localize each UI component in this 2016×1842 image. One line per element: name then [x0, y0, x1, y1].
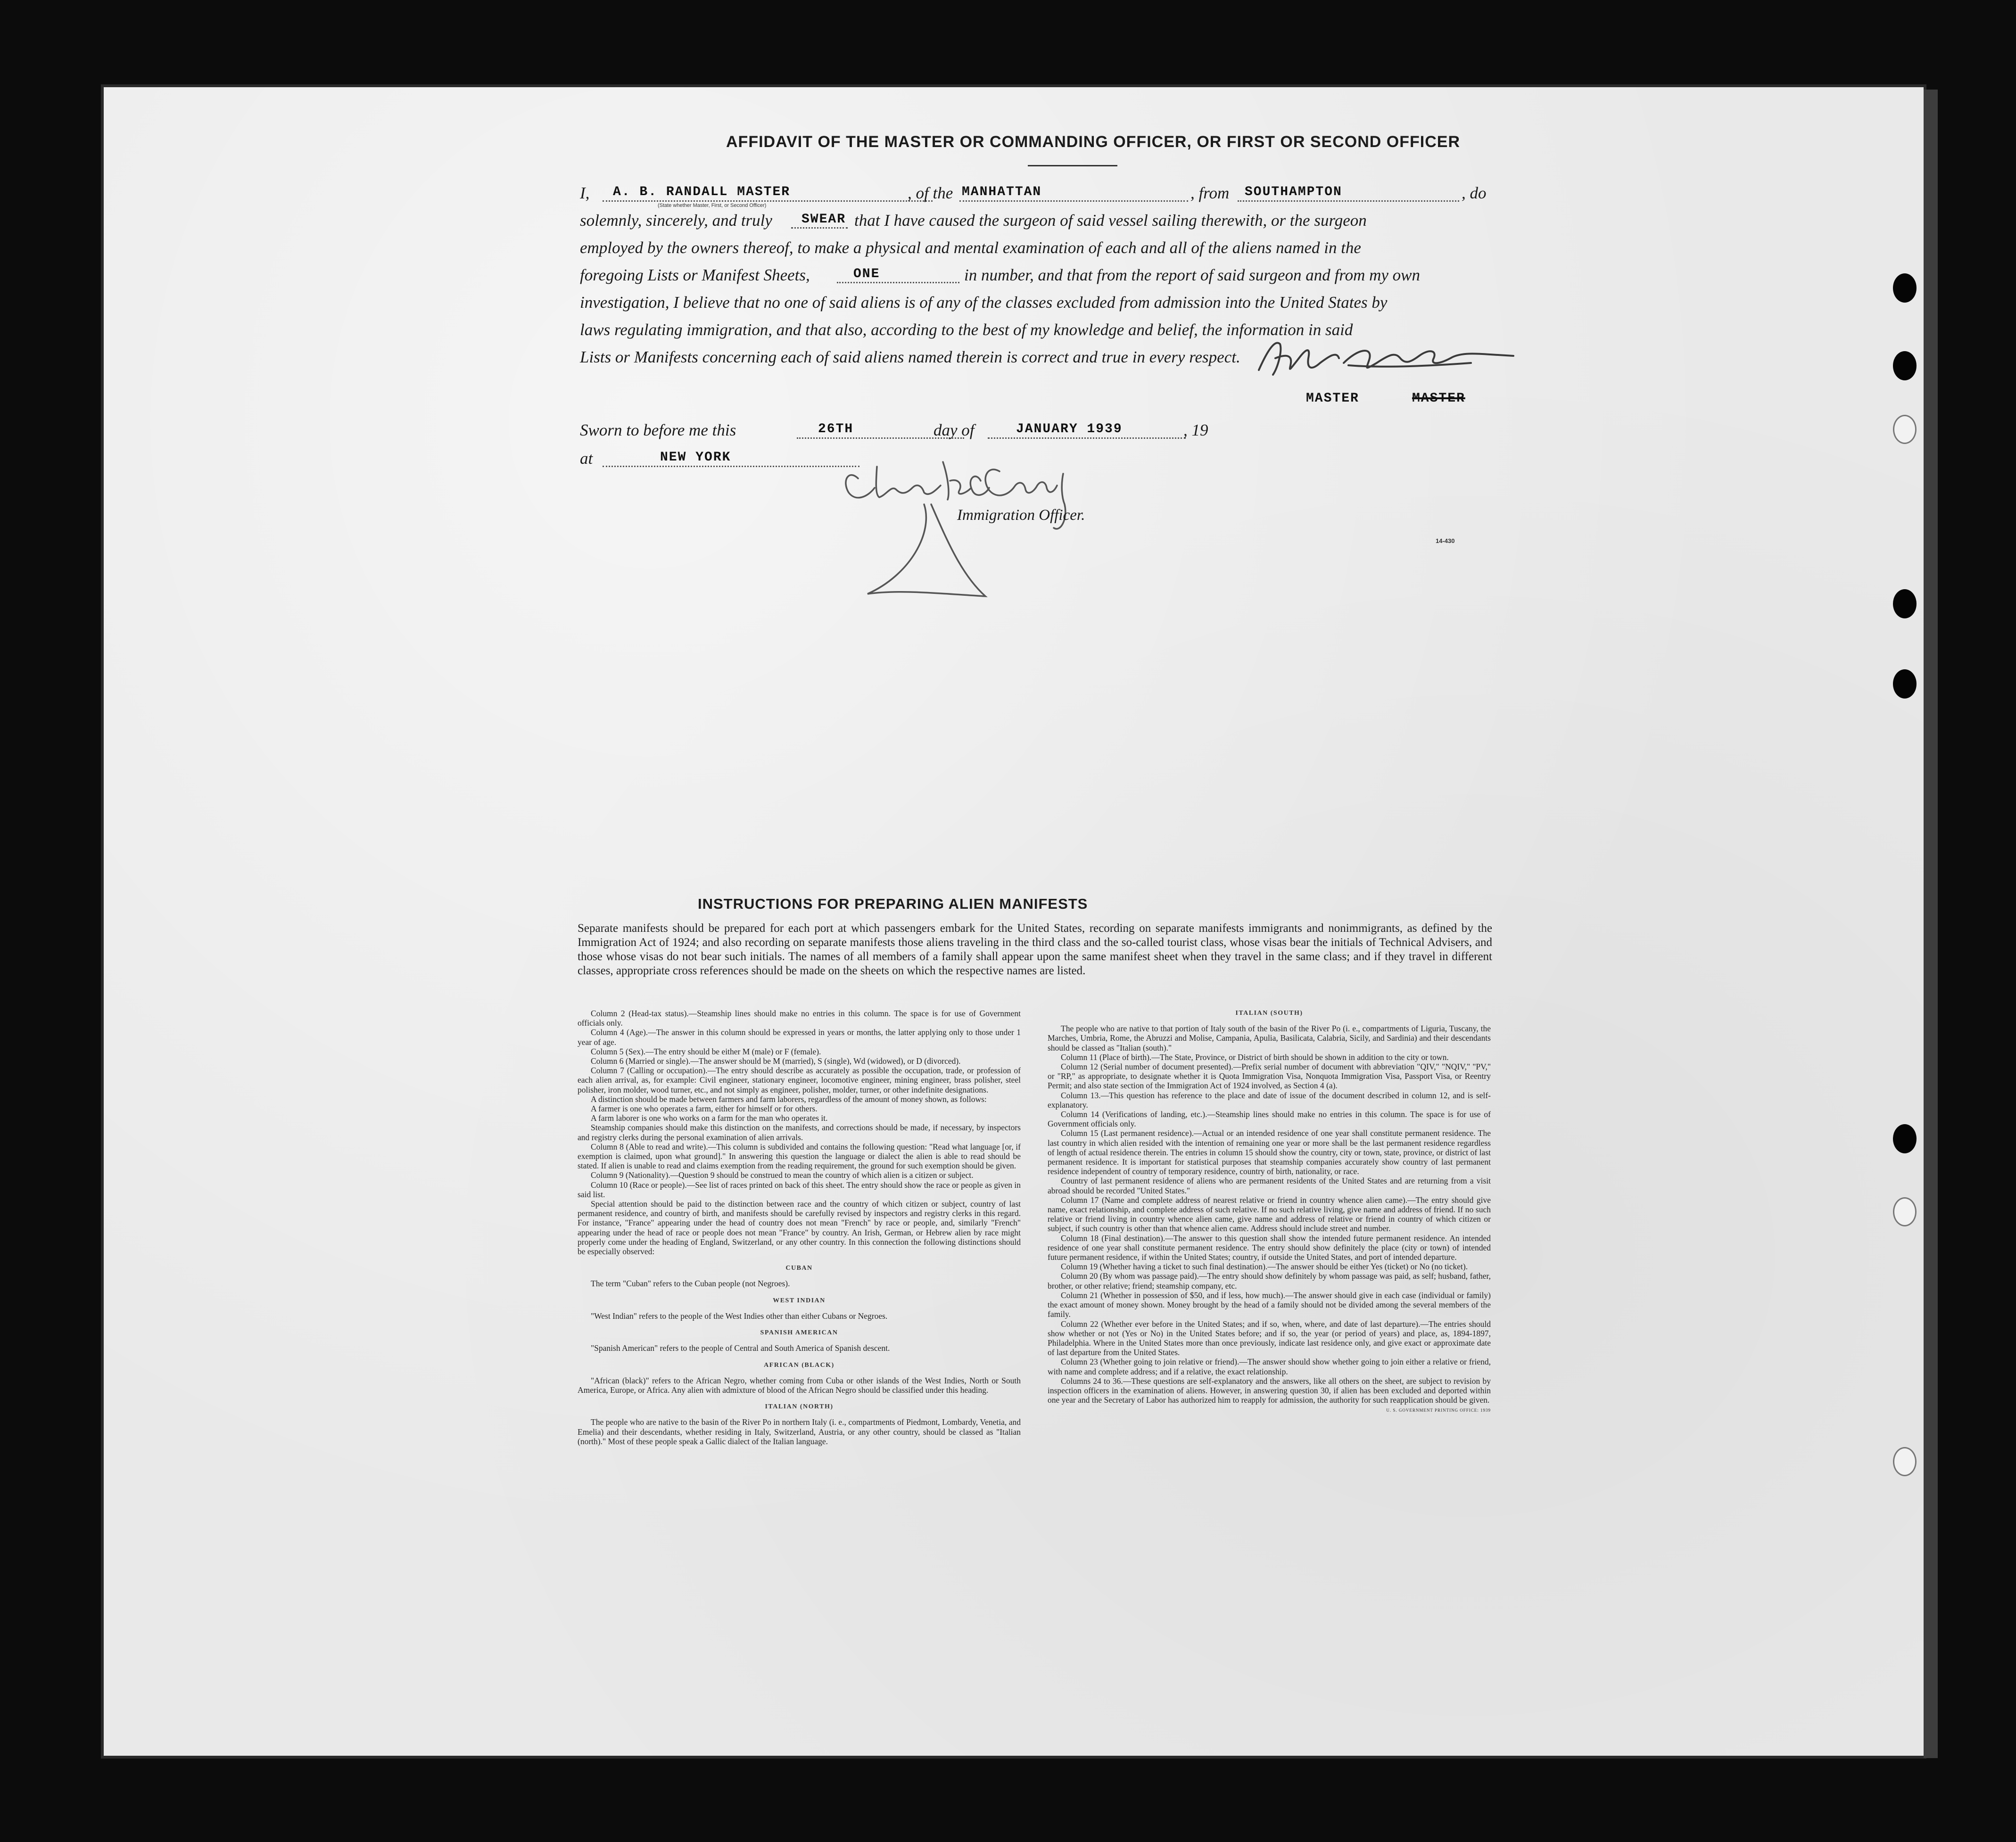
instruction-paragraph: Column 22 (Whether ever before in the United States; and if so, when, where, and date of last departure).—The entries should show whether or not (Yes or No) in the United States before; and if so, the year (or period of years) and place, as, 1894-1897, Philadelphia. Where in the United States more than once previously, indicate last residence only, and give exact or approximate date of last departure from the United States.	[1048, 1319, 1491, 1357]
section-header-italian-south: ITALIAN (SOUTH)	[1235, 1010, 1303, 1017]
instruction-paragraph: The term "Cuban" refers to the Cuban people (not Negroes).	[591, 1279, 790, 1289]
sworn-label: Sworn to before me this	[580, 421, 736, 439]
instruction-paragraph: Column 15 (Last permanent residence).—Actual or an intended residence of one year shall constitute permanent residence. The last country in which alien resided with the intention of remaining one year or more shall be the last permanent residence regardless of length of actual residence therein. The entries in column 15 should show the country, city or town, state, province, or district of last permanent residence. It is important for statistical purposes that steamship companies accurately show country of last permanent residence independent of country of temporary residence, country of birth, nationality, or race.	[1048, 1128, 1491, 1176]
at-label: at	[580, 449, 593, 468]
binder-hole	[1893, 669, 1917, 699]
binder-hole	[1893, 415, 1917, 444]
sheet-edge	[1924, 90, 1938, 1758]
binder-hole	[1893, 1447, 1917, 1476]
name-blank	[603, 200, 933, 202]
affidavit-line6: laws regulating immigration, and that also, according to the best of my knowledge and belief, the information in said	[580, 321, 1353, 339]
instructions-right-column	[1048, 1009, 1491, 1415]
instruction-paragraph: The people who are native to that portion of Italy south of the basin of the River Po (i. e., compartments of Liguria, Tuscany, the Marches, Umbria, Rome, the Abruzzi and Molise, Campania, Apulia, Basilicata, Calabria, Sicily, and Sardinia) and their descendants should be classed as "Italian (south)."	[1048, 1024, 1491, 1053]
instruction-paragraph: Column 4 (Age).—The answer in this column should be expressed in years or months, the latter applying only to those under 1 year of age.	[578, 1028, 1021, 1047]
instruction-paragraph: Column 5 (Sex).—The entry should be either M (male) or F (female).	[591, 1046, 821, 1056]
instruction-paragraph: Column 19 (Whether having a ticket to such final destination).—The answer should be either Yes (ticket) or No (no ticket).	[1061, 1262, 1468, 1272]
title-rule	[1028, 165, 1117, 166]
affidavit-line2a: solemnly, sincerely, and truly	[580, 211, 772, 230]
section-header-spanish-american: SPANISH AMERICAN	[760, 1329, 838, 1337]
binder-hole	[1893, 1197, 1917, 1226]
instruction-paragraph: Column 13.—This question has reference to the place and date of issue of the document described in column 12, and is self-explanatory.	[1048, 1090, 1491, 1110]
immigration-officer-signature	[839, 452, 1132, 608]
instruction-paragraph: Special attention should be paid to the distinction between race and the country of which citizen or subject, country of last permanent residence, and country of birth, and manifests should be carefully revised by inspectors and registry clerks in this regard. For instance, "France" appearing under the head of country does not mean "French" by race or people, and, similarly "French" appearing under the head of race or people does not mean "France" by country. An Irish, German, or Hebrew alien by race might properly come under the heading of England, Switzerland, or any other country. In this connection the following distinctions should be especially observed:	[578, 1199, 1021, 1257]
instruction-paragraph: Country of last permanent residence of aliens who are permanent residents of the United States and are returning from a visit abroad should be recorded "United States."	[1048, 1176, 1491, 1195]
place-blank	[603, 466, 859, 467]
immigration-officer-label: Immigration Officer.	[957, 507, 1085, 524]
section-header-cuban: CUBAN	[785, 1265, 813, 1272]
instruction-paragraph: "Spanish American" refers to the people of Central and South America of Spanish descent.	[591, 1343, 890, 1353]
instruction-paragraph: Steamship companies should make this distinction on the manifests, and corrections should be made, if necessary, by inspectors and registry clerks during the personal examination of alien arrivals.	[578, 1123, 1021, 1142]
affidavit-title: AFFIDAVIT OF THE MASTER OR COMMANDING OFFICER, OR FIRST OR SECOND OFFICER	[726, 133, 1460, 151]
sworn-month-year: JANUARY 1939	[1016, 422, 1123, 436]
instruction-paragraph: Column 9 (Nationality).—Question 9 should be construed to mean the country of which alien is a citizen or subject.	[591, 1170, 974, 1180]
master-name: A. B. RANDALL MASTER	[613, 185, 791, 199]
instruction-paragraph: A farmer is one who operates a farm, either for himself or for others.	[591, 1104, 818, 1114]
of-the-label: , of the	[908, 184, 953, 202]
instruction-paragraph: Column 12 (Serial number of document presented).—Prefix serial number of document with abbreviation "QIV," "NQIV," "PV," or "RP," as appropriate, to designate whether it is Quota Immigration Visa, Nonquota Immigration Visa, Passport Visa, or Reentry Permit; and also state section of the Immigration Act of 1924 involved, as Section 4 (a).	[1048, 1062, 1491, 1091]
binder-hole	[1893, 1124, 1917, 1153]
sworn-day: 26TH	[818, 422, 854, 436]
month-blank	[988, 437, 1186, 439]
instructions-left-column	[578, 1009, 1021, 1446]
instruction-paragraph: Columns 24 to 36.—These questions are self-explanatory and the answers, like all others on the sheet, are subject to revision by inspection officers in the examination of aliens. However, in answering question 30, if alien has been excluded and deported within one year and the Secretary of Labor has authorized him to reapply for admission, the authority for such reapplication should be given.	[1048, 1376, 1491, 1405]
section-header-italian-north: ITALIAN (NORTH)	[765, 1403, 834, 1411]
instruction-paragraph: Column 14 (Verifications of landing, etc.).—Steamship lines should make no entries in this column. The space is for use of Government officials only.	[1048, 1110, 1491, 1129]
instruction-paragraph: Column 11 (Place of birth).—The State, Province, or District of birth should be shown in addition to the city or town.	[1061, 1052, 1449, 1062]
instruction-paragraph: Column 2 (Head-tax status).—Steamship lines should make no entries in this column. The space is for use of Government officials only.	[578, 1009, 1021, 1028]
swear-blank	[791, 227, 848, 229]
officer-note: (State whether Master, First, or Second Officer)	[658, 203, 767, 208]
year-prefix: , 19	[1183, 421, 1208, 439]
instruction-paragraph: Column 6 (Married or single).—The answer should be M (married), S (single), Wd (widowed), or D (divorced).	[591, 1056, 961, 1066]
instruction-paragraph: "African (black)" refers to the African Negro, whether coming from Cuba or other islands of the West Indies, North or South America, Europe, or Africa. Any alien with admixture of blood of the African Negro should be classified under this heading.	[578, 1375, 1021, 1395]
master-signature	[1254, 330, 1518, 382]
instruction-paragraph: Column 21 (Whether in possession of $50, and if less, how much).—The answer should give in each case (individual or family) the exact amount of money shown. Money brought by the head of a family should not be divided among the several members of the family.	[1048, 1290, 1491, 1319]
affidavit-line2b: that I have caused the surgeon of said vessel sailing therewith, or the surgeon	[854, 211, 1367, 230]
sheets-count: ONE	[853, 267, 880, 281]
port-name: SOUTHAMPTON	[1245, 185, 1342, 199]
instruction-paragraph: Column 18 (Final destination).—The answer to this question shall show the intended future permanent residence. An intended residence of one year shall constitute permanent residence. The entry should show definitely the place (city or town) of intended future permanent residence, if within the United States; country, if outside the United States, and port of intended departure.	[1048, 1233, 1491, 1262]
binder-hole	[1893, 273, 1917, 303]
vessel-blank	[959, 200, 1188, 202]
binder-hole	[1893, 589, 1917, 618]
instruction-paragraph: Column 10 (Race or people).—See list of races printed on back of this sheet. The entry should show the race or people as given in said list.	[578, 1180, 1021, 1199]
instruction-paragraph: Column 23 (Whether going to join relative or friend).—The answer should show whether going to join either a relative or friend, with name and complete address; and if a relative, the exact relationship.	[1048, 1357, 1491, 1376]
affidavit-line3: employed by the owners thereof, to make a physical and mental examination of each and all of the aliens named in the	[580, 238, 1361, 257]
instruction-paragraph: "West Indian" refers to the people of the West Indies other than either Cubans or Negroes.	[591, 1311, 888, 1321]
title-typed: MASTER	[1306, 391, 1359, 406]
affidavit-line4a: foregoing Lists or Manifest Sheets,	[580, 266, 810, 284]
sheets-blank	[837, 282, 959, 283]
instruction-paragraph: Column 17 (Name and complete address of nearest relative or friend in country whence alien came).—The entry should give name, exact relationship, and complete address of such relative. If no such relative living, give name and address of friend. If no such relative or friend living in country whence alien came, give name and address of relative or friend in country of which citizen or subject, if such country is other than that whence alien came. Address should include street and number.	[1048, 1195, 1491, 1233]
instruction-paragraph: A distinction should be made between farmers and farm laborers, regardless of the amount of money shown, as follows:	[591, 1094, 987, 1104]
binder-hole	[1893, 351, 1917, 380]
affidavit-line5: investigation, I believe that no one of said aliens is of any of the classes excluded from admission into the United States by	[580, 293, 1388, 312]
title-struck: MASTER	[1412, 391, 1465, 406]
affidavit-i: I,	[580, 184, 590, 202]
sworn-place: NEW YORK	[660, 450, 731, 465]
printer-imprint: U. S. GOVERNMENT PRINTING OFFICE: 1939	[1386, 1408, 1491, 1413]
instructions-title: INSTRUCTIONS FOR PREPARING ALIEN MANIFESTS	[698, 896, 1088, 912]
instruction-paragraph: Column 8 (Able to read and write).—This column is subdivided and contains the following question: "Read what language [or, if exemption is claimed, upon what ground]." In answering this question the language or dialect the alien is able to read should be stated. If alien is unable to read and claims exemption from the reading requirement, the ground for such exemption should be given.	[578, 1142, 1021, 1171]
section-header-african: AFRICAN (BLACK)	[764, 1361, 834, 1369]
affidavit-line4b: in number, and that from the report of said surgeon and from my own	[964, 266, 1421, 284]
swear-word: SWEAR	[801, 212, 846, 227]
instruction-paragraph: Column 7 (Calling or occupation).—The entry should describe as accurately as possible the occupation, trade, or profession of each alien arrival, as, for example: Civil engineer, stationary engineer, locomotive engineer, mining engineer, brass polisher, steel polisher, iron molder, wood turner, etc., and not simply as engineer, polisher, molder, turner, or other indefinite designations.	[578, 1066, 1021, 1094]
section-header-west-indian: WEST INDIAN	[773, 1297, 826, 1304]
instruction-paragraph: A farm laborer is one who works on a farm for the man who operates it.	[591, 1113, 828, 1123]
instructions-intro: Separate manifests should be prepared for each port at which passengers embark for the United States, recording on separate manifests immigrants and nonimmigrants, as defined by the Immigration Act of 1924; and also recording on separate manifests those aliens traveling in the third class and the so-called tourist class, whose visas bear the initials of Technical Advisers, and those whose visas do not bear such initials. The names of all members of a family shall appear upon the same manifest sheet when they travel in the same class; and if they travel in different classes, appropriate cross references should be made on the sheets on which the respective names are listed.	[578, 922, 1492, 977]
from-label: , from	[1190, 184, 1230, 202]
vessel-name: MANHATTAN	[962, 185, 1042, 199]
instruction-paragraph: Column 20 (By whom was passage paid).—The entry should show definitely by whom passage was paid, as self; husband, father, brother, or other relative; friend; steamship company, etc.	[1048, 1271, 1491, 1291]
instruction-paragraph: The people who are native to the basin of the River Po in northern Italy (i. e., compartments of Piedmont, Lombardy, Venetia, and Emelia) and their descendants, whether residing in Italy, Switzerland, Austria, or any other country, should be classed as "Italian (north)." Most of these people speak a Gallic dialect of the Italian language.	[578, 1417, 1021, 1446]
affidavit-line7: Lists or Manifests concerning each of said aliens named therein is correct and true in every respect.	[580, 348, 1240, 366]
do-label: , do	[1462, 184, 1487, 202]
day-of-label: day of	[934, 421, 975, 439]
form-number: 14-430	[1436, 537, 1455, 544]
port-blank	[1238, 200, 1459, 202]
